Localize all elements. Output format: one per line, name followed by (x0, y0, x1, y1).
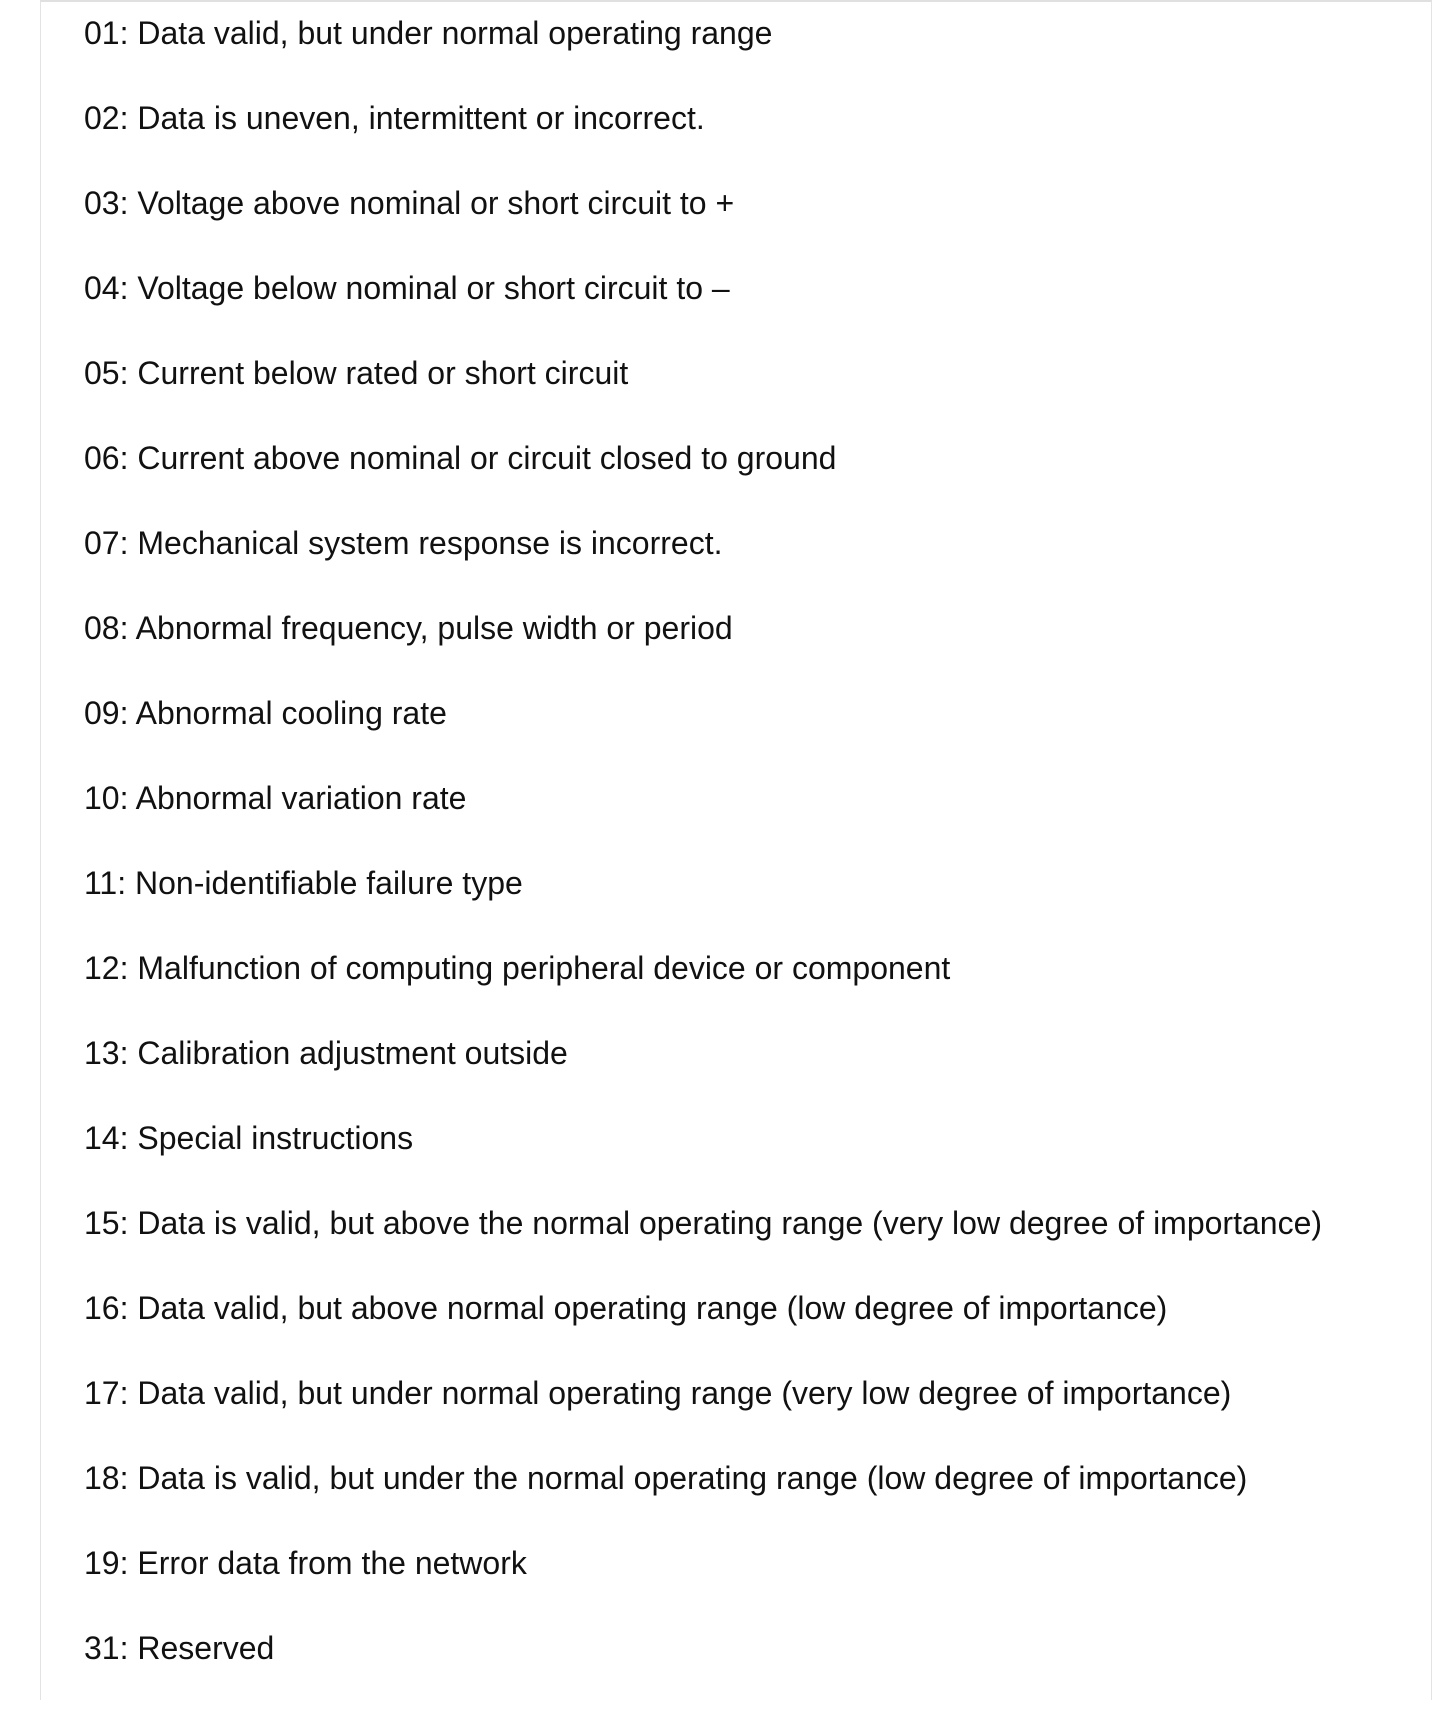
fault-code-item: 10: Abnormal variation rate (84, 780, 467, 816)
fault-code-item: 11: Non-identifiable failure type (84, 865, 523, 901)
fault-code-item: 02: Data is uneven, intermittent or incorrect. (84, 100, 705, 136)
fault-code-item: 17: Data valid, but under normal operating range (very low degree of importance) (84, 1375, 1232, 1411)
fault-code-item: 19: Error data from the network (84, 1545, 527, 1581)
fault-code-item: 03: Voltage above nominal or short circuit to + (84, 185, 735, 221)
fault-code-item: 09: Abnormal cooling rate (84, 695, 447, 731)
fault-code-item: 05: Current below rated or short circuit (84, 355, 629, 391)
fault-code-item: 13: Calibration adjustment outside (84, 1035, 568, 1071)
document-page (40, 0, 1432, 1700)
fault-code-item: 15: Data is valid, but above the normal operating range (very low degree of importance) (84, 1205, 1323, 1241)
fault-code-list (84, 14, 1322, 1714)
fault-code-item: 12: Malfunction of computing peripheral device or component (84, 950, 951, 986)
fault-code-item: 06: Current above nominal or circuit closed to ground (84, 440, 837, 476)
fault-code-item: 14: Special instructions (84, 1120, 414, 1156)
fault-code-item: 16: Data valid, but above normal operating range (low degree of importance) (84, 1290, 1168, 1326)
fault-code-item: 01: Data valid, but under normal operating range (84, 15, 773, 51)
fault-code-item: 08: Abnormal frequency, pulse width or period (84, 610, 733, 646)
fault-code-item: 04: Voltage below nominal or short circuit to – (84, 270, 730, 306)
fault-code-item: 07: Mechanical system response is incorrect. (84, 525, 723, 561)
fault-code-item: 31: Reserved (84, 1630, 275, 1666)
fault-code-item: 18: Data is valid, but under the normal operating range (low degree of importance) (84, 1460, 1248, 1496)
